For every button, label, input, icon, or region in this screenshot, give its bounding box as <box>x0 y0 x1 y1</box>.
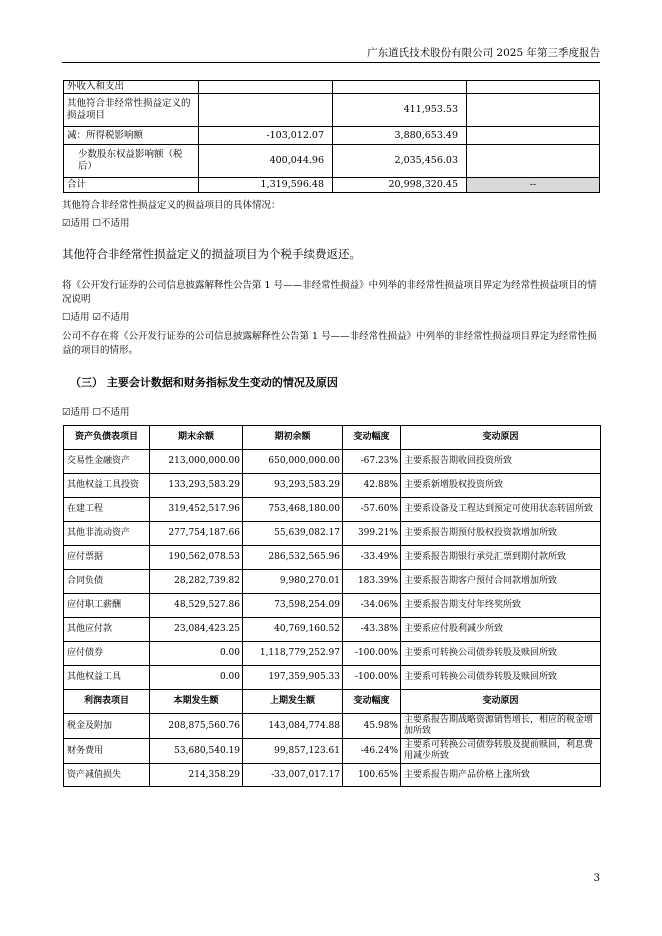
change-reason: 主要系报告期预付股权投资款增加所致 <box>401 522 601 546</box>
change-rate: -100.00% <box>343 642 401 666</box>
change-rate: -33.49% <box>343 546 401 570</box>
header-rule <box>62 62 600 63</box>
table1-row <box>64 94 600 127</box>
note-cell <box>467 127 600 145</box>
row-label: 其他符合非经常性损益定义的损益项目 <box>64 94 199 127</box>
item-name: 其他权益工具 <box>64 666 150 690</box>
current-period-amount: -103,012.07 <box>199 127 333 145</box>
change-reason: 主要系报告期客户预付合同款增加所致 <box>401 570 601 594</box>
change-reason: 主要系可转换公司债券转股及提前赎回，利息费用减少所致 <box>401 739 601 764</box>
item-name: 税金及附加 <box>64 714 150 739</box>
ytd-amount: 3,880,653.49 <box>333 127 467 145</box>
change-rate: -34.06% <box>343 594 401 618</box>
change-rate: -57.60% <box>343 498 401 522</box>
amount-a: 0.00 <box>150 642 243 666</box>
table2-row <box>64 642 601 666</box>
column-header: 期初余额 <box>243 426 343 450</box>
current-period-amount: 400,044.96 <box>199 145 333 178</box>
change-rate: 183.39% <box>343 570 401 594</box>
table2-row <box>64 764 601 787</box>
amount-b: 9,980,270.01 <box>243 570 343 594</box>
table2-row <box>64 498 601 522</box>
amount-a: 48,529,527.86 <box>150 594 243 618</box>
ytd-amount: 411,953.53 <box>333 94 467 127</box>
change-rate: -43.38% <box>343 618 401 642</box>
item-name: 应付职工薪酬 <box>64 594 150 618</box>
table2-row <box>64 666 601 690</box>
non-recurring-gains-table <box>63 80 600 193</box>
change-rate: 45.98% <box>343 714 401 739</box>
item-name: 应付票据 <box>64 546 150 570</box>
table2-row <box>64 546 601 570</box>
item-name: 其他权益工具投资 <box>64 474 150 498</box>
amount-b: 143,084,774.88 <box>243 714 343 739</box>
table1-row <box>64 145 600 178</box>
change-reason: 主要系新增股权投资所致 <box>401 474 601 498</box>
change-reason: 主要系报告期支付年终奖所致 <box>401 594 601 618</box>
amount-b: 753,468,180.00 <box>243 498 343 522</box>
column-header: 变动幅度 <box>343 690 401 714</box>
amount-a: 319,452,517.96 <box>150 498 243 522</box>
change-rate: -100.00% <box>343 666 401 690</box>
amount-b: 99,857,123.61 <box>243 739 343 764</box>
amount-a: 190,562,078.53 <box>150 546 243 570</box>
current-period-amount: 1,319,596.48 <box>199 178 333 193</box>
change-reason: 主要系可转换公司债券转股及赎回所致 <box>401 642 601 666</box>
table1-row <box>64 127 600 145</box>
ytd-amount: 20,998,320.45 <box>333 178 467 193</box>
tax-refund-note: 其他符合非经常性损益定义的损益项目为个税手续费返还。 <box>62 247 361 261</box>
table2-row <box>64 739 601 764</box>
item-name: 应付债券 <box>64 642 150 666</box>
column-header: 期末余额 <box>150 426 243 450</box>
amount-a: 214,358.29 <box>150 764 243 787</box>
table1-row <box>64 81 600 94</box>
report-header-title: 广东道氏技术股份有限公司 2025 年第三季度报告 <box>367 47 600 59</box>
amount-a: 213,000,000.00 <box>150 450 243 474</box>
item-name: 在建工程 <box>64 498 150 522</box>
column-header: 上期发生额 <box>243 690 343 714</box>
item-name: 其他应付款 <box>64 618 150 642</box>
change-rate: 42.88% <box>343 474 401 498</box>
amount-b: 650,000,000.00 <box>243 450 343 474</box>
note-cell <box>467 94 600 127</box>
amount-b: -33,007,017.17 <box>243 764 343 787</box>
change-reason: 主要系报告期战略资源销售增长，相应的税金增加所致 <box>401 714 601 739</box>
column-header: 资产负债表项目 <box>64 426 150 450</box>
item-name: 其他非流动资产 <box>64 522 150 546</box>
table2-row <box>64 450 601 474</box>
note-cell: -- <box>467 178 600 193</box>
item-name: 合同负债 <box>64 570 150 594</box>
amount-a: 208,875,560.76 <box>150 714 243 739</box>
amount-a: 23,084,423.25 <box>150 618 243 642</box>
column-header: 变动幅度 <box>343 426 401 450</box>
amount-a: 28,282,739.82 <box>150 570 243 594</box>
column-header: 变动原因 <box>401 690 601 714</box>
amount-b: 40,769,160.52 <box>243 618 343 642</box>
change-reason: 主要系报告期产品价格上涨所致 <box>401 764 601 787</box>
item-name: 财务费用 <box>64 739 150 764</box>
row-label: 减：所得税影响额 <box>64 127 199 145</box>
note-cell <box>467 81 600 94</box>
amount-b: 197,359,905.33 <box>243 666 343 690</box>
table2-row <box>64 474 601 498</box>
change-reason: 主要系应付股利减少所致 <box>401 618 601 642</box>
financial-changes-table <box>63 425 601 787</box>
change-rate: 100.65% <box>343 764 401 787</box>
none-paragraph: 公司不存在将《公开发行证券的公司信息披露解释性公告第 1 号——非经常性损益》中列举的非经常性损益项目界定为经常性损益的项目的情形。 <box>62 331 597 356</box>
checkbox-applicable-2: ☐适用 ☑不适用 <box>62 312 130 323</box>
change-reason: 主要系报告期银行承兑汇票到期付款所致 <box>401 546 601 570</box>
item-name: 交易性金融资产 <box>64 450 150 474</box>
change-reason: 主要系可转换公司债券转股及赎回所致 <box>401 666 601 690</box>
row-label: 合计 <box>64 178 199 193</box>
amount-b: 73,598,254.09 <box>243 594 343 618</box>
item-name: 资产减值损失 <box>64 764 150 787</box>
row-label: 少数股东权益影响额（税后） <box>64 145 199 178</box>
table1-row <box>64 178 600 193</box>
amount-b: 93,293,583.29 <box>243 474 343 498</box>
amount-a: 277,754,187.66 <box>150 522 243 546</box>
definition-paragraph: 将《公开发行证券的公司信息披露解释性公告第 1 号——非经常性损益》中列举的非经常性损益项目界定为经常性损益项目的情况说明 <box>62 280 597 305</box>
table2-row <box>64 570 601 594</box>
change-reason: 主要系设备及工程达到预定可使用状态转固所致 <box>401 498 601 522</box>
change-reason: 主要系报告期收回投资所致 <box>401 450 601 474</box>
amount-b: 1,118,779,252.97 <box>243 642 343 666</box>
checkbox-applicable-1: ☑适用 ☐不适用 <box>62 218 130 229</box>
ytd-amount: 2,035,456.03 <box>333 145 467 178</box>
section-title: （三） 主要会计数据和财务指标发生变动的情况及原因 <box>70 376 338 389</box>
column-header: 变动原因 <box>401 426 601 450</box>
amount-a: 0.00 <box>150 666 243 690</box>
table2-row <box>64 618 601 642</box>
current-period-amount <box>199 94 333 127</box>
table2-row <box>64 594 601 618</box>
page-number: 3 <box>593 873 600 884</box>
table2-row <box>64 714 601 739</box>
table2-header-row <box>64 690 601 714</box>
column-header: 本期发生额 <box>150 690 243 714</box>
amount-b: 286,532,565.96 <box>243 546 343 570</box>
other-detail-label: 其他符合非经常性损益定义的损益项目的具体情况： <box>62 200 281 211</box>
change-rate: 399.21% <box>343 522 401 546</box>
amount-b: 55,639,082.17 <box>243 522 343 546</box>
checkbox-applicable-3: ☑适用 ☐不适用 <box>62 407 130 418</box>
ytd-amount <box>333 81 467 94</box>
current-period-amount <box>199 81 333 94</box>
change-rate: -67.23% <box>343 450 401 474</box>
note-cell <box>467 145 600 178</box>
amount-a: 53,680,540.19 <box>150 739 243 764</box>
change-rate: -46.24% <box>343 739 401 764</box>
amount-a: 133,293,583.29 <box>150 474 243 498</box>
table2-header-row <box>64 426 601 450</box>
table2-row <box>64 522 601 546</box>
row-label: 外收入和支出 <box>64 81 199 94</box>
column-header: 利润表项目 <box>64 690 150 714</box>
